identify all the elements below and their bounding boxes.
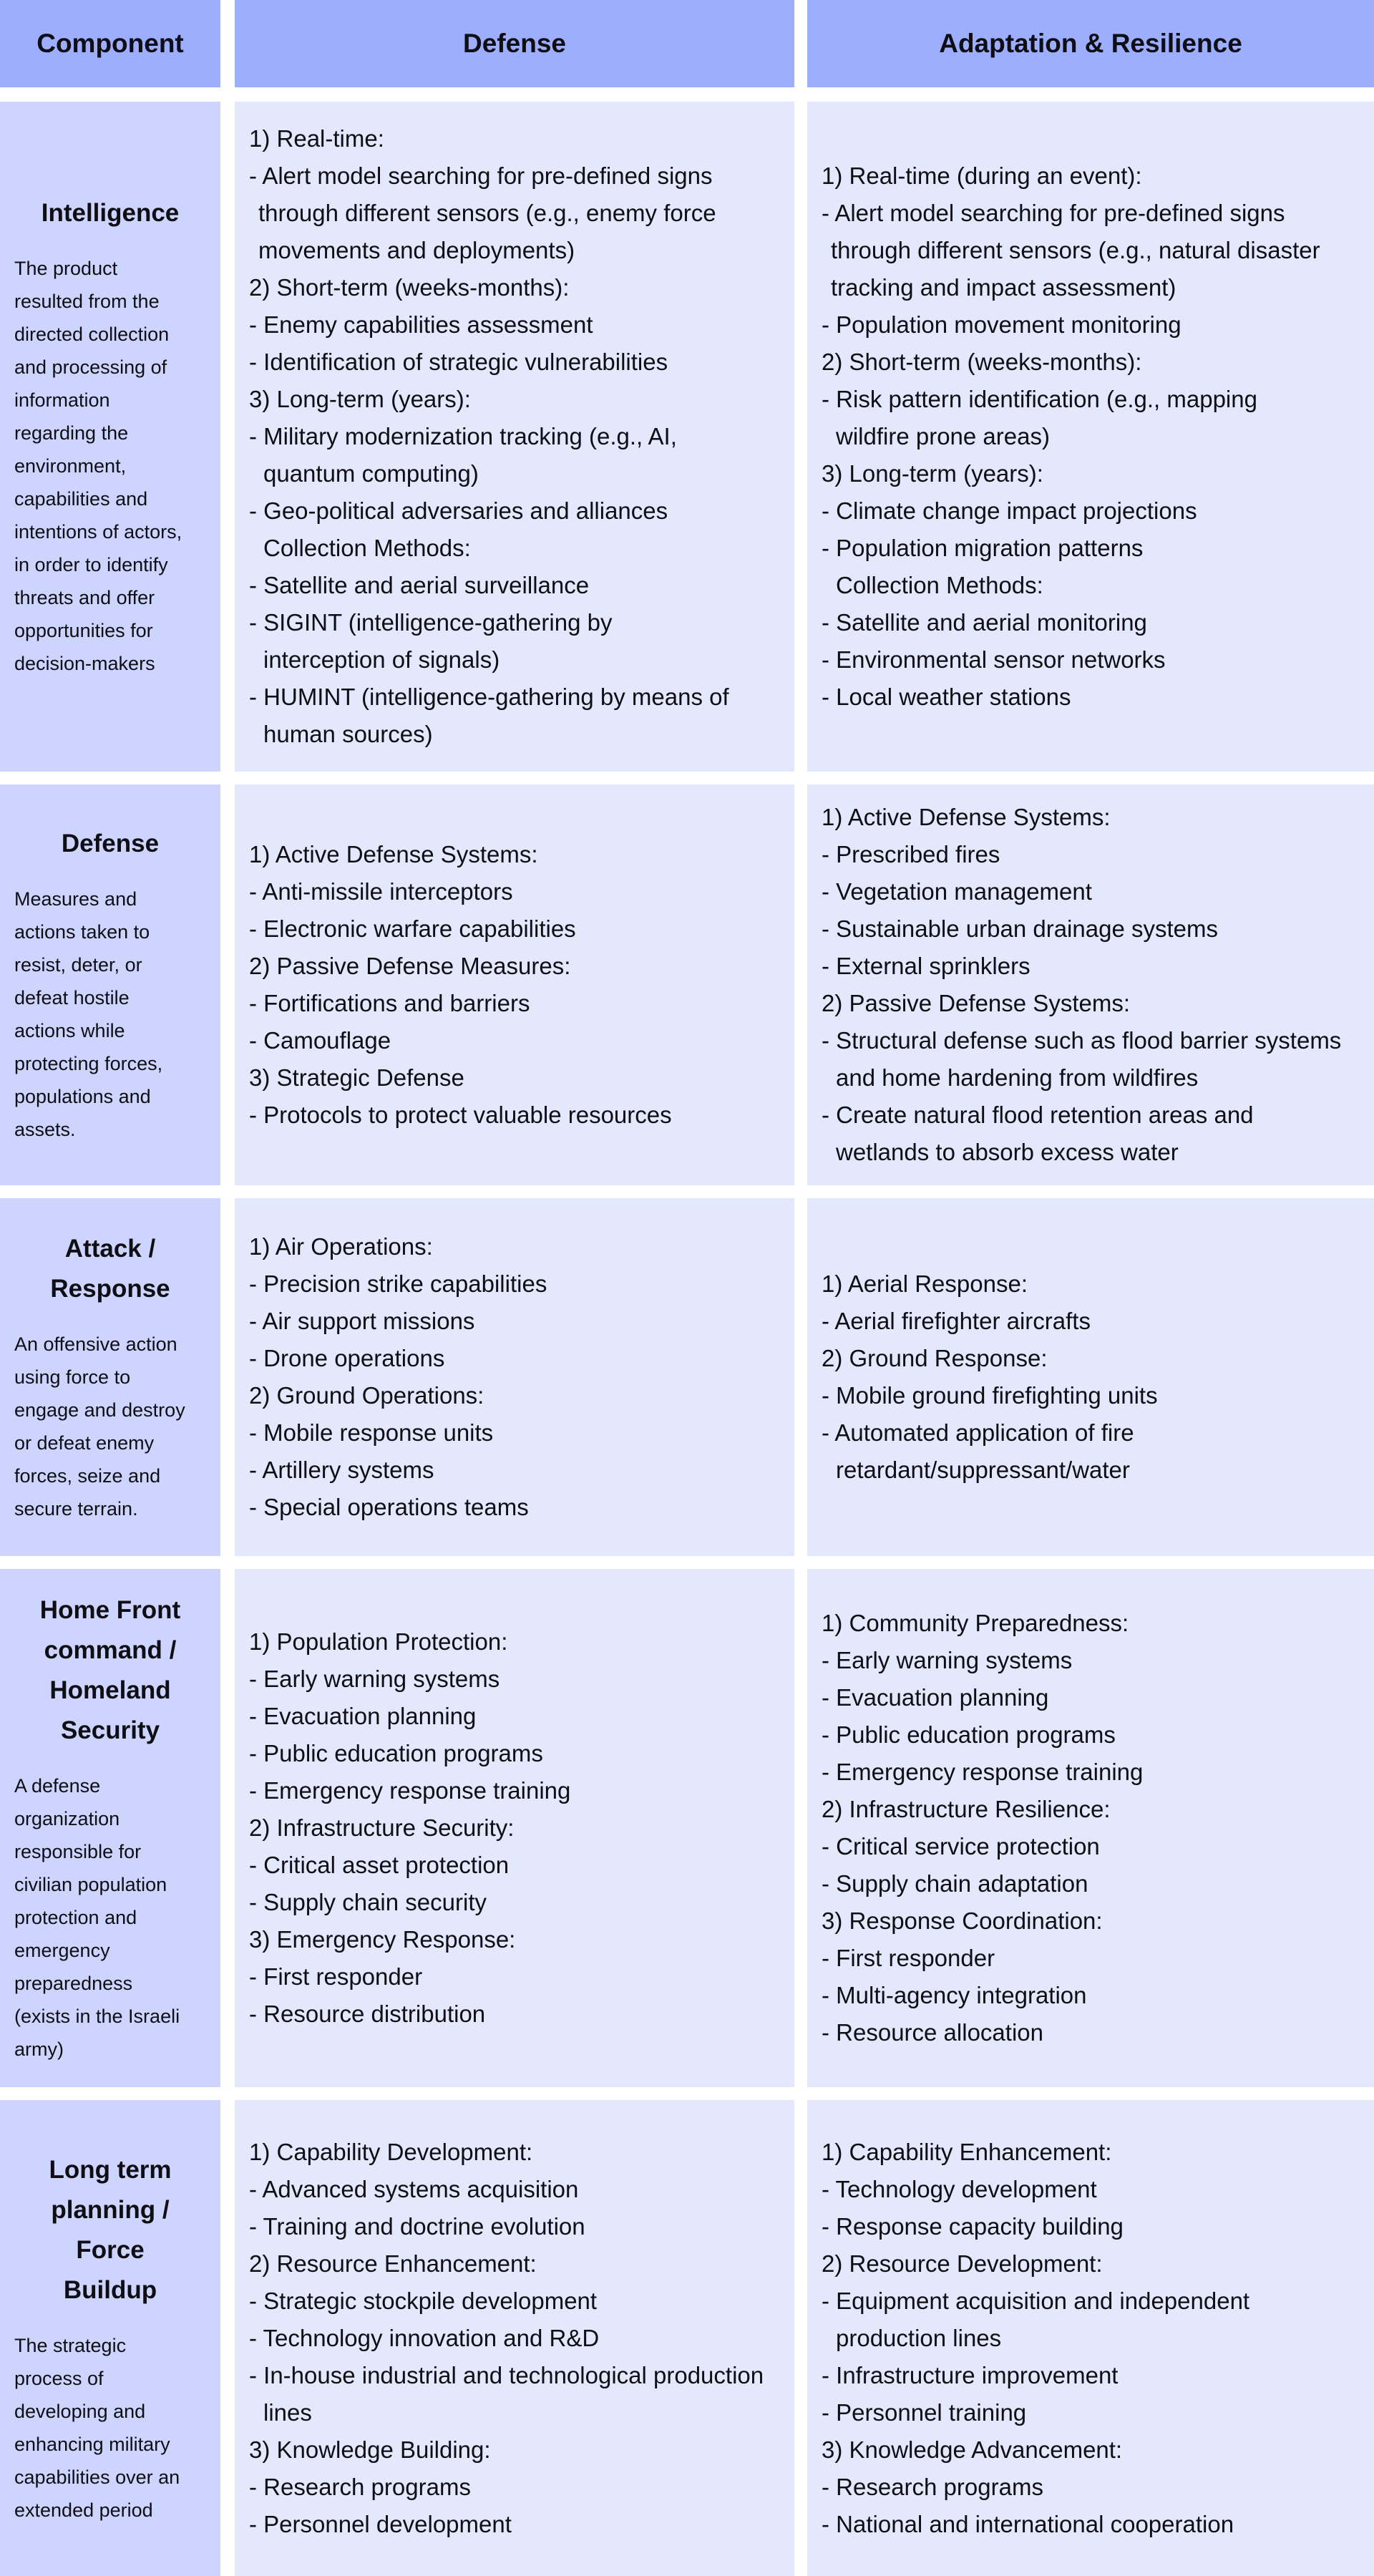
list-line: 3) Knowledge Building:	[249, 2436, 491, 2463]
list-line: - Supply chain adaptation	[822, 1870, 1088, 1897]
desc-line: protecting forces,	[14, 1053, 163, 1074]
desc-line: preparedness	[14, 1973, 133, 1994]
row-attack-response-defense	[235, 1198, 794, 1556]
list-line: - Structural defense such as flood barrier systems	[822, 1027, 1342, 1054]
component-title-line: Intelligence	[41, 199, 180, 227]
list-line: movements and deployments)	[258, 237, 575, 263]
list-line: 3) Strategic Defense	[249, 1064, 464, 1091]
desc-line: opportunities for	[14, 620, 153, 641]
component-title-line: command /	[44, 1636, 177, 1664]
component-title-line: planning / Force	[51, 2195, 170, 2264]
list-line: and home hardening from wildfires	[836, 1064, 1199, 1091]
desc-line: threats and offer	[14, 587, 155, 608]
desc-line: directed collection	[14, 324, 170, 345]
list-line: Collection Methods:	[263, 535, 471, 561]
component-title	[14, 2150, 206, 2310]
component-title-line: Security	[60, 1716, 160, 1744]
list-line: - Multi-agency integration	[822, 1982, 1087, 2008]
desc-line: in order to identify	[14, 554, 168, 575]
list-line: - Strategic stockpile development	[249, 2287, 598, 2314]
list-line: - Personnel development	[249, 2510, 512, 2537]
list-line: - Training and doctrine evolution	[249, 2212, 585, 2240]
list-line: - Military modernization tracking (e.g., AI,	[249, 423, 677, 449]
list-line: wildfire prone areas)	[836, 423, 1050, 449]
desc-line: process of	[14, 2367, 104, 2389]
list-line: - Population migration patterns	[822, 535, 1144, 561]
list-line: - Equipment acquisition and independent	[822, 2287, 1250, 2314]
component-title-line: Attack /	[64, 1235, 156, 1263]
list-line: - HUMINT (intelligence-gathering by means of	[249, 684, 729, 710]
list-line: - Alert model searching for pre-defined signs	[822, 200, 1285, 226]
list-line: - Mobile ground firefighting units	[822, 1382, 1158, 1409]
component-title-line: Response	[50, 1275, 170, 1303]
list-line: - Drone operations	[249, 1345, 445, 1371]
component-description	[14, 1328, 206, 1525]
list-line: - In-house industrial and technological production	[249, 2361, 764, 2388]
component-title	[14, 824, 206, 864]
component-description	[14, 2329, 206, 2527]
component-description	[14, 252, 206, 680]
list-line: - Public education programs	[249, 1740, 543, 1766]
list-line: - Anti-missile interceptors	[249, 878, 513, 905]
desc-line: environment,	[14, 455, 127, 477]
component-title-line: Long term	[49, 2155, 172, 2184]
desc-line: Measures and	[14, 888, 137, 910]
desc-line: army)	[14, 2038, 64, 2060]
list-line: - Research programs	[822, 2473, 1043, 2500]
desc-line: resulted from the	[14, 291, 160, 312]
list-line: 2) Ground Response:	[822, 1345, 1048, 1371]
list-line: - Emergency response training	[249, 1777, 571, 1804]
list-line: - Population movement monitoring	[822, 311, 1181, 338]
list-line: - Personnel training	[822, 2398, 1027, 2426]
desc-line: or defeat enemy	[14, 1432, 155, 1454]
list-line: - Automated application of fire	[822, 1419, 1134, 1446]
header-defense: Defense	[235, 0, 794, 87]
row-home-front-defense	[235, 1569, 794, 2087]
desc-line: populations and	[14, 1086, 151, 1107]
desc-line: and processing of	[14, 356, 167, 378]
list-line: 1) Capability Enhancement:	[822, 2138, 1112, 2165]
list-line: - Evacuation planning	[249, 1703, 477, 1729]
list-line: - Critical asset protection	[249, 1852, 510, 1878]
list-line: - Camouflage	[249, 1027, 391, 1054]
desc-line: The product	[14, 258, 118, 279]
list-line: - Sustainable urban drainage systems	[822, 915, 1218, 942]
list-line: 3) Long-term (years):	[249, 386, 471, 412]
component-title-line: Homeland	[49, 1676, 171, 1704]
row-attack-response-adaptation	[807, 1198, 1374, 1556]
list-line: 3) Knowledge Advancement:	[822, 2436, 1123, 2463]
desc-line: information	[14, 389, 110, 411]
list-line: - Early warning systems	[249, 1666, 500, 1692]
list-line: 1) Population Protection:	[249, 1628, 508, 1655]
list-line: - Technology innovation and R&D	[249, 2324, 600, 2351]
list-line: - First responder	[249, 1963, 423, 1990]
list-line: 1) Capability Development:	[249, 2138, 533, 2165]
list-line: 2) Passive Defense Measures:	[249, 953, 571, 979]
desc-line: resist, deter, or	[14, 954, 142, 976]
row-force-buildup-component	[0, 2100, 220, 2576]
desc-line: decision-makers	[14, 653, 155, 674]
list-line: - Climate change impact projections	[822, 497, 1197, 524]
component-title-line: Buildup	[63, 2275, 157, 2304]
list-line: wetlands to absorb excess water	[836, 1139, 1179, 1165]
desc-line: using force to	[14, 1366, 131, 1388]
list-line: - Precision strike capabilities	[249, 1270, 547, 1297]
row-home-front-component	[0, 1569, 220, 2087]
list-line: - Supply chain security	[249, 1889, 487, 1915]
list-line: - Electronic warfare capabilities	[249, 915, 576, 942]
row-home-front-adaptation	[807, 1569, 1374, 2087]
list-line: - External sprinklers	[822, 953, 1030, 979]
desc-line: protection and	[14, 1907, 137, 1928]
list-line: - Emergency response training	[822, 1759, 1144, 1785]
desc-line: capabilities and	[14, 488, 148, 510]
desc-line: regarding the	[14, 422, 129, 444]
desc-line: capabilities over an	[14, 2466, 180, 2488]
list-line: 3) Long-term (years):	[822, 460, 1043, 487]
row-defense-defense	[235, 784, 794, 1185]
list-line: - Critical service protection	[822, 1833, 1100, 1860]
list-line: 2) Resource Enhancement:	[249, 2250, 537, 2277]
list-line: 2) Passive Defense Systems:	[822, 990, 1130, 1016]
list-line: 1) Active Defense Systems:	[249, 841, 538, 867]
list-line: - Enemy capabilities assessment	[249, 311, 593, 338]
list-line: - Special operations teams	[249, 1494, 529, 1520]
row-force-buildup-defense	[235, 2100, 794, 2576]
desc-line: extended period	[14, 2499, 153, 2521]
list-line: 2) Ground Operations:	[249, 1382, 484, 1409]
list-line: 2) Short-term (weeks-months):	[249, 274, 570, 301]
list-line: - Geo-political adversaries and alliances	[249, 497, 668, 524]
list-line: - Fortifications and barriers	[249, 990, 530, 1016]
list-line: - Resource distribution	[249, 2001, 486, 2027]
component-description	[14, 1769, 206, 2066]
list-line: - Research programs	[249, 2473, 471, 2500]
desc-line: emergency	[14, 1940, 110, 1961]
list-line: 1) Real-time (during an event):	[822, 162, 1142, 189]
row-intelligence-component	[0, 102, 220, 772]
component-title	[14, 1229, 206, 1309]
list-line: - Identification of strategic vulnerabilities	[249, 349, 668, 375]
list-line: tracking and impact assessment)	[831, 274, 1176, 301]
row-attack-response-component	[0, 1198, 220, 1556]
row-intelligence-adaptation	[807, 102, 1374, 772]
desc-line: A defense	[14, 1775, 101, 1797]
component-title-line: Home Front	[39, 1596, 181, 1624]
list-line: 1) Active Defense Systems:	[822, 804, 1111, 830]
desc-line: engage and destroy	[14, 1399, 185, 1421]
desc-line: responsible for	[14, 1841, 142, 1862]
row-intelligence-defense	[235, 102, 794, 772]
list-line: - Infrastructure improvement	[822, 2361, 1119, 2388]
list-line: - Satellite and aerial surveillance	[249, 572, 590, 598]
desc-line: enhancing military	[14, 2433, 170, 2455]
list-line: - Technology development	[822, 2175, 1097, 2202]
list-line: - Public education programs	[822, 1721, 1116, 1748]
list-line: - Early warning systems	[822, 1647, 1073, 1673]
desc-line: intentions of actors,	[14, 521, 182, 543]
component-description	[14, 883, 206, 1146]
row-defense-component	[0, 784, 220, 1185]
list-line: - Protocols to protect valuable resources	[249, 1102, 672, 1128]
list-line: - Alert model searching for pre-defined signs	[249, 162, 713, 189]
desc-line: forces, seize and	[14, 1465, 161, 1487]
desc-line: actions while	[14, 1020, 125, 1041]
desc-line: assets.	[14, 1119, 76, 1140]
list-line: - Aerial firefighter aircrafts	[822, 1308, 1091, 1334]
list-line: through different sensors (e.g., enemy force	[258, 200, 716, 226]
list-line: 2) Infrastructure Resilience:	[822, 1796, 1111, 1822]
desc-line: actions taken to	[14, 921, 150, 943]
list-line: - Prescribed fires	[822, 841, 1000, 867]
list-line: 1) Aerial Response:	[822, 1270, 1028, 1297]
list-line: - Environmental sensor networks	[822, 646, 1166, 673]
list-line: 1) Air Operations:	[249, 1233, 433, 1260]
desc-line: developing and	[14, 2400, 146, 2422]
list-line: lines	[263, 2398, 312, 2426]
list-line: - National and international cooperation	[822, 2510, 1234, 2537]
row-defense-adaptation	[807, 784, 1374, 1185]
list-line: - Evacuation planning	[822, 1684, 1049, 1711]
desc-line: The strategic	[14, 2334, 127, 2356]
list-line: retardant/suppressant/water	[836, 1457, 1130, 1483]
list-line: - Create natural flood retention areas and	[822, 1102, 1254, 1128]
list-line: - Risk pattern identification (e.g., mapping	[822, 386, 1257, 412]
list-line: interception of signals)	[263, 646, 500, 673]
component-title	[14, 1590, 206, 1751]
list-line: - Artillery systems	[249, 1457, 434, 1483]
list-line: - Response capacity building	[822, 2212, 1124, 2240]
list-line: - Advanced systems acquisition	[249, 2175, 579, 2202]
list-line: - Air support missions	[249, 1308, 475, 1334]
list-line: 2) Short-term (weeks-months):	[822, 349, 1142, 375]
list-line: - Local weather stations	[822, 684, 1071, 710]
desc-line: defeat hostile	[14, 987, 130, 1008]
desc-line: secure terrain.	[14, 1498, 138, 1520]
list-line: 1) Real-time:	[249, 125, 384, 152]
component-title-line: Defense	[61, 830, 160, 857]
desc-line: civilian population	[14, 1874, 167, 1895]
list-line: 3) Emergency Response:	[249, 1926, 516, 1953]
list-line: production lines	[836, 2324, 1002, 2351]
list-line: - SIGINT (intelligence-gathering by	[249, 609, 613, 636]
list-line: human sources)	[263, 721, 433, 747]
row-force-buildup-adaptation	[807, 2100, 1374, 2576]
header-component: Component	[0, 0, 220, 87]
header-adaptation-resilience: Adaptation & Resilience	[807, 0, 1374, 87]
list-line: 1) Community Preparedness:	[822, 1610, 1129, 1636]
desc-line: An offensive action	[14, 1333, 177, 1355]
list-line: - Resource allocation	[822, 2019, 1043, 2046]
list-line: - Satellite and aerial monitoring	[822, 609, 1147, 636]
list-line: - Vegetation management	[822, 878, 1092, 905]
component-title	[14, 193, 206, 233]
list-line: quantum computing)	[263, 460, 479, 487]
list-line: - Mobile response units	[249, 1419, 494, 1446]
desc-line: organization	[14, 1808, 120, 1829]
desc-line: (exists in the Israeli	[14, 2006, 180, 2027]
list-line: 2) Infrastructure Security:	[249, 1814, 515, 1841]
list-line: - First responder	[822, 1945, 995, 1971]
list-line: 3) Response Coordination:	[822, 1907, 1103, 1934]
list-line: through different sensors (e.g., natural disaster	[831, 237, 1320, 263]
list-line: 2) Resource Development:	[822, 2250, 1103, 2277]
list-line: Collection Methods:	[836, 572, 1043, 598]
